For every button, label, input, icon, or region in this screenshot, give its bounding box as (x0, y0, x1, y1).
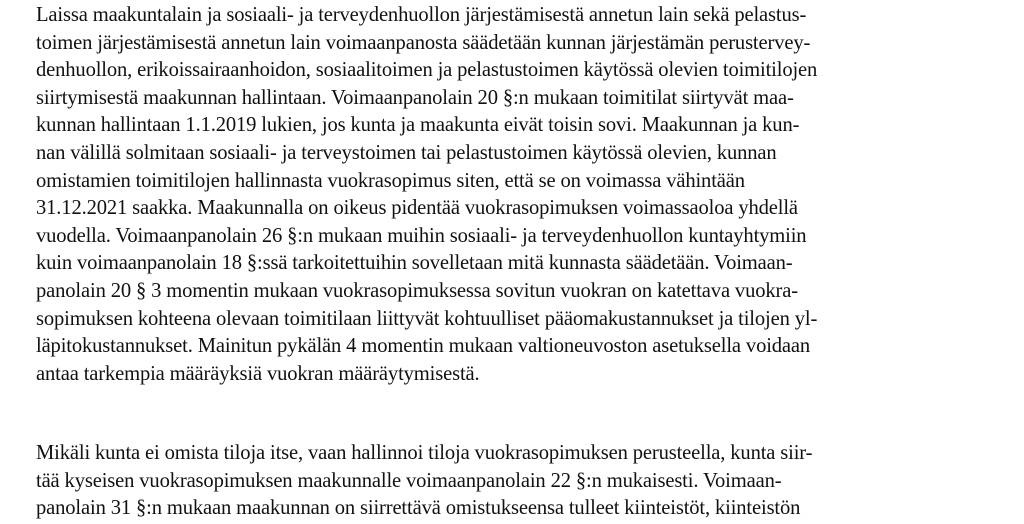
text-line: omistamien toimitilojen hallinnasta vuokrasopimus siten, että se on voimassa vähintään (36, 169, 745, 192)
text-line: vuodella. Voimaanpanolain 26 §:n mukaan muihin sosiaali- ja terveydenhuollon kuntayhtymiin (36, 224, 807, 247)
text-line: panolain 20 § 3 momentin mukaan vuokrasopimuksessa sovitun vuokran on katettava vuokra- (36, 279, 798, 302)
paragraph-lease-transfer (36, 440, 1024, 523)
text-line: läpitokustannukset. Mainitun pykälän 4 momentin mukaan valtioneuvoston asetuksella voidaan (36, 335, 811, 358)
text-line: 31.12.2021 saakka. Maakunnalla on oikeus pidentää vuokrasopimuksen voimassaoloa yhdellä (36, 197, 798, 220)
text-line: nan välillä solmitaan sosiaali- ja terveystoimen tai pelastustoimen käytössä olevien, kunnan (36, 141, 777, 164)
paragraph-premises-transfer (36, 2, 1024, 388)
text-line: kuin voimaanpanolain 18 §:ssä tarkoitettuihin sovelletaan mitä kunnasta säädetään. Voimaan- (36, 252, 793, 275)
text-line: antaa tarkempia määräyksiä vuokran määräytymisestä. (36, 362, 480, 385)
text-line: kunnan hallintaan 1.1.2019 lukien, jos kunta ja maakunta eivät toisin sovi. Maakunnan ja kun- (36, 114, 800, 137)
text-line: sopimuksen kohteena olevaan toimitilaan liittyvät kohtuulliset pääomakustannukset ja tilojen yl- (36, 307, 818, 330)
text-line: tää kyseisen vuokrasopimuksen maakunnalle voimaanpanolain 22 §:n mukaisesti. Voimaan- (36, 469, 782, 492)
text-line: Laissa maakuntalain ja sosiaali- ja terveydenhuollon järjestämisestä annetun lain sekä pelastus- (36, 4, 807, 26)
text-line: panolain 31 §:n mukaan maakunnan on siirrettävä omistukseensa tulleet kiinteistöt, kiinteistön (36, 497, 801, 520)
text-line: siirtymisestä maakunnan hallintaan. Voimaanpanolain 20 §:n mukaan toimitilat siirtyvät maa- (36, 86, 794, 109)
text-line: Mikäli kunta ei omista tiloja itse, vaan hallinnoi tiloja vuokrasopimuksen perusteella, kunta siir- (36, 442, 813, 464)
text-line: toimen järjestämisestä annetun lain voimaanpanosta säädetään kunnan järjestämän perustervey- (36, 31, 811, 54)
text-line: denhuollon, erikoissairaanhoidon, sosiaalitoimen ja pelastustoimen käytössä olevien toimitilojen (36, 59, 818, 82)
